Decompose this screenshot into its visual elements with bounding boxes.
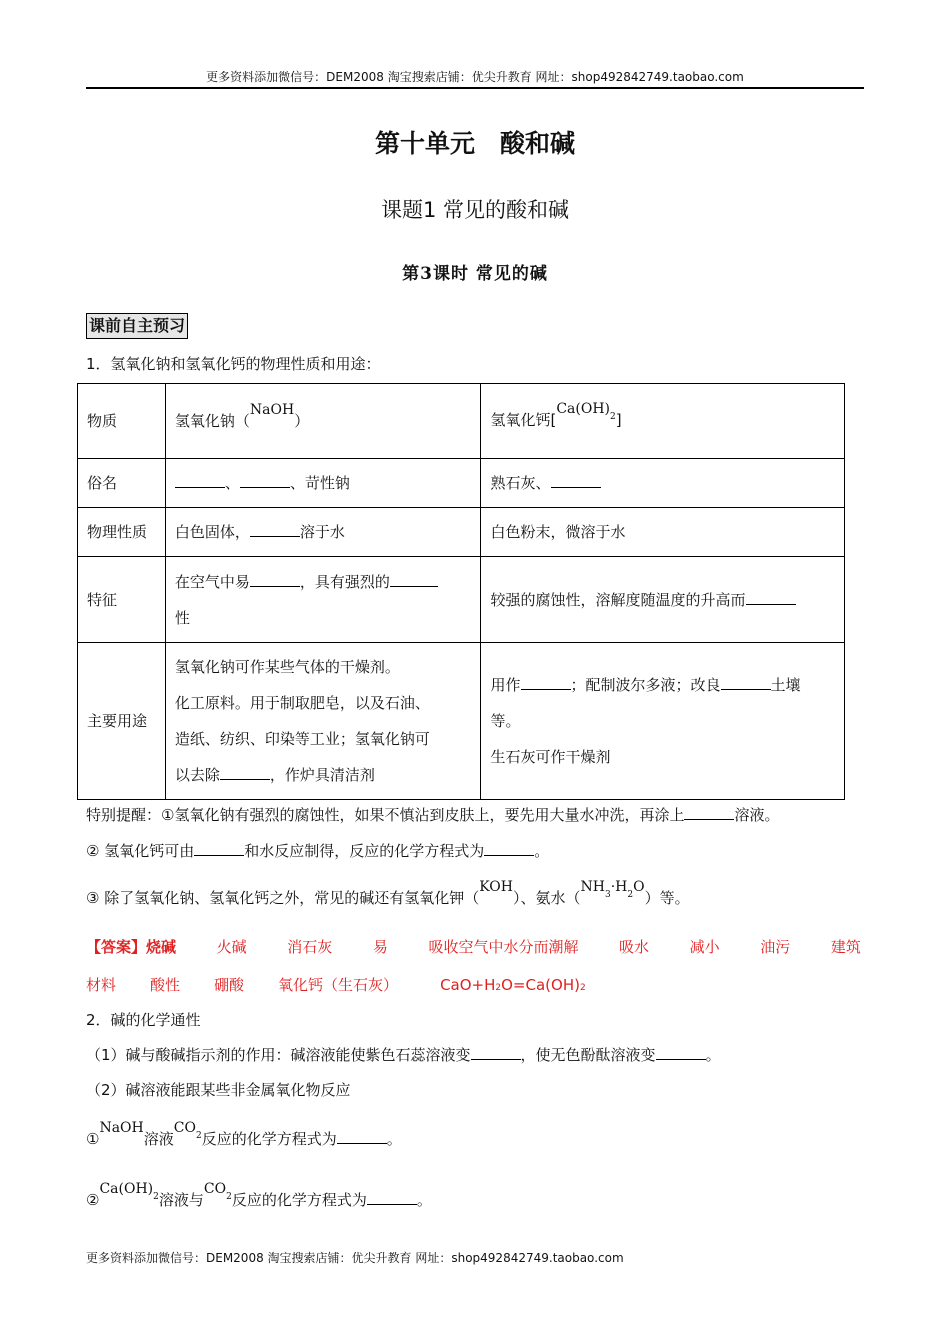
- table-cell: 特征: [78, 557, 166, 643]
- lesson-title: 第3课时 常见的碱: [402, 264, 548, 284]
- unit-title: 第十单元 酸和碱: [374, 129, 575, 158]
- note-1: 特别提醒：①氢氧化钠有强烈的腐蚀性，如果不慎沾到皮肤上，要先用大量水冲洗，再涂上 溶液。: [86, 806, 780, 824]
- table-cell: 用作 ；配制波尔多液；改良 土壤 等。 生石灰可作干燥剂: [481, 643, 845, 800]
- table-cell: 较强的腐蚀性，溶解度随温度的升高而: [481, 557, 845, 643]
- topic-title: 课题1 常见的酸和碱: [380, 198, 570, 222]
- section-label: 课前自主预习: [86, 313, 188, 339]
- question-2: 2．碱的化学通性: [86, 1011, 201, 1029]
- table-header-row: [78, 384, 845, 459]
- table-cell: 主要用途: [78, 643, 166, 800]
- table-cell: 熟石灰、: [481, 459, 845, 508]
- table-cell: 物质: [78, 384, 166, 459]
- table-row: [78, 459, 845, 508]
- table-cell: 氢氧化钠可作某些气体的干燥剂。 化工原料。用于制取肥皂，以及石油、 造纸、纺织、印染等工业；氢氧化钠可 以去除 ，作炉具清洁剂: [165, 643, 481, 800]
- table-cell: 白色固体， 溶于水: [165, 508, 481, 557]
- table-cell: 氢氧化钙[Ca(OH)$^2$]: [481, 384, 845, 459]
- properties-table: [77, 383, 845, 800]
- note-3: ③ 除了氢氧化钠、氢氧化钙之外，常见的碱还有氢氧化钾（KOH）、氨水$(NH^3\cdot H^2O)$等。: [86, 879, 690, 907]
- reaction-2: ②Ca(OH)$^2$溶液与$CO^2$反应的化学方程式为 。: [86, 1181, 432, 1209]
- question-2-2: （2）碱溶液能跟某些非金属氧化物反应: [86, 1081, 351, 1099]
- page-header: 更多资料添加微信号：DEM2008 淘宝搜索店铺：优尖升教育 网址：shop492842749.taobao.com: [206, 70, 744, 84]
- table-cell: 在空气中易 ，具有强烈的 性: [165, 557, 481, 643]
- table-cell: 、 、苛性钠: [165, 459, 481, 508]
- table-cell: 物理性质: [78, 508, 166, 557]
- question-1: 1．氢氧化钠和氢氧化钙的物理性质和用途：: [86, 355, 381, 373]
- table-cell: 白色粉末，微溶于水: [481, 508, 845, 557]
- table-row: [78, 643, 845, 800]
- table-cell: 俗名: [78, 459, 166, 508]
- page-footer: 更多资料添加微信号：DEM2008 淘宝搜索店铺：优尖升教育 网址：shop492842749.taobao.com: [86, 1251, 624, 1265]
- table-row: [78, 557, 845, 643]
- answer-line-1: 【答案】烧碱 火碱 消石灰 易 吸收空气中水分而潮解 吸水 减小 油污 建筑: [86, 938, 861, 956]
- table-row: [78, 508, 845, 557]
- question-2-1: （1）碱与酸碱指示剂的作用：碱溶液能使紫色石蕊溶液变 ，使无色酚酞溶液变 。: [86, 1046, 721, 1064]
- note-2: ② 氢氧化钙可由 和水反应制得，反应的化学方程式为 。: [86, 842, 550, 860]
- reaction-1: ①NaOH溶液$CO^2$反应的化学方程式为 。: [86, 1120, 402, 1148]
- header-rule: [86, 87, 864, 89]
- table-cell: 氢氧化钠（NaOH）: [165, 384, 481, 459]
- answer-line-2: 材料 酸性 硼酸 氧化钙（生石灰） CaO+H2O=Ca(OH)2: [86, 976, 586, 994]
